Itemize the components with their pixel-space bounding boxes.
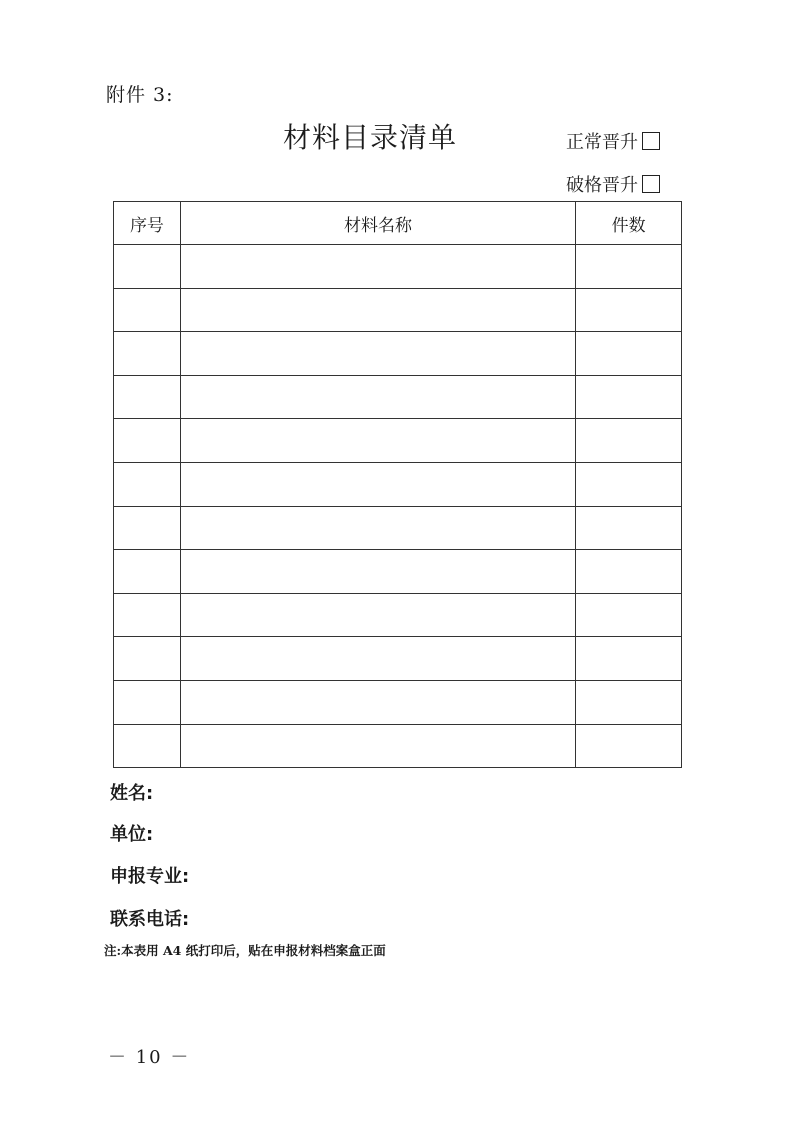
cell-material-name[interactable]	[180, 419, 575, 463]
cell-material-name[interactable]	[180, 680, 575, 724]
cell-count[interactable]	[576, 462, 682, 506]
cell-count[interactable]	[576, 680, 682, 724]
table-row	[114, 680, 682, 724]
option-exceptional-promotion[interactable]	[566, 171, 660, 197]
page-title: 材料目录清单	[282, 121, 457, 154]
cell-material-name[interactable]	[180, 637, 575, 681]
cell-count[interactable]	[576, 724, 682, 768]
cell-count[interactable]	[576, 245, 682, 289]
cell-material-name[interactable]	[180, 506, 575, 550]
table-row	[114, 375, 682, 419]
cell-count[interactable]	[576, 419, 682, 463]
table-row	[114, 462, 682, 506]
cell-material-name[interactable]	[180, 462, 575, 506]
page-number: － 10 －	[108, 1047, 191, 1068]
option-exceptional-label: 破格晋升	[566, 175, 638, 196]
cell-material-name[interactable]	[180, 375, 575, 419]
exceptional-promotion-checkbox[interactable]	[642, 175, 660, 193]
cell-index[interactable]	[114, 637, 181, 681]
cell-count[interactable]	[576, 506, 682, 550]
cell-index[interactable]	[114, 332, 181, 376]
field-phone: 联系电话:	[110, 909, 190, 930]
cell-count[interactable]	[576, 550, 682, 594]
cell-index[interactable]	[114, 724, 181, 768]
normal-promotion-checkbox[interactable]	[642, 132, 660, 150]
table-row	[114, 506, 682, 550]
cell-count[interactable]	[576, 288, 682, 332]
footnote: 注:本表用 A4 纸打印后，贴在申报材料档案盒正面	[104, 943, 386, 958]
cell-index[interactable]	[114, 288, 181, 332]
column-header-material-name: 材料名称	[180, 202, 575, 245]
cell-count[interactable]	[576, 332, 682, 376]
option-normal-label: 正常晋升	[566, 132, 638, 153]
field-unit: 单位:	[110, 824, 154, 845]
materials-table	[113, 201, 682, 768]
cell-material-name[interactable]	[180, 724, 575, 768]
column-header-count: 件数	[576, 202, 682, 245]
table-row	[114, 288, 682, 332]
cell-index[interactable]	[114, 550, 181, 594]
column-header-index: 序号	[114, 202, 181, 245]
cell-index[interactable]	[114, 375, 181, 419]
cell-count[interactable]	[576, 375, 682, 419]
table-row	[114, 593, 682, 637]
table-row	[114, 245, 682, 289]
table-header-row	[114, 202, 682, 245]
cell-index[interactable]	[114, 593, 181, 637]
table-row	[114, 550, 682, 594]
cell-count[interactable]	[576, 637, 682, 681]
cell-index[interactable]	[114, 680, 181, 724]
table-row	[114, 419, 682, 463]
attachment-label: 附件 3:	[106, 84, 174, 106]
table-row	[114, 724, 682, 768]
cell-index[interactable]	[114, 462, 181, 506]
field-major: 申报专业:	[110, 866, 190, 887]
cell-index[interactable]	[114, 506, 181, 550]
cell-material-name[interactable]	[180, 550, 575, 594]
cell-count[interactable]	[576, 593, 682, 637]
cell-material-name[interactable]	[180, 593, 575, 637]
table-row	[114, 332, 682, 376]
cell-material-name[interactable]	[180, 332, 575, 376]
cell-index[interactable]	[114, 245, 181, 289]
cell-index[interactable]	[114, 419, 181, 463]
cell-material-name[interactable]	[180, 288, 575, 332]
option-normal-promotion[interactable]	[566, 128, 660, 154]
field-name: 姓名:	[110, 783, 154, 804]
cell-material-name[interactable]	[180, 245, 575, 289]
table-row	[114, 637, 682, 681]
